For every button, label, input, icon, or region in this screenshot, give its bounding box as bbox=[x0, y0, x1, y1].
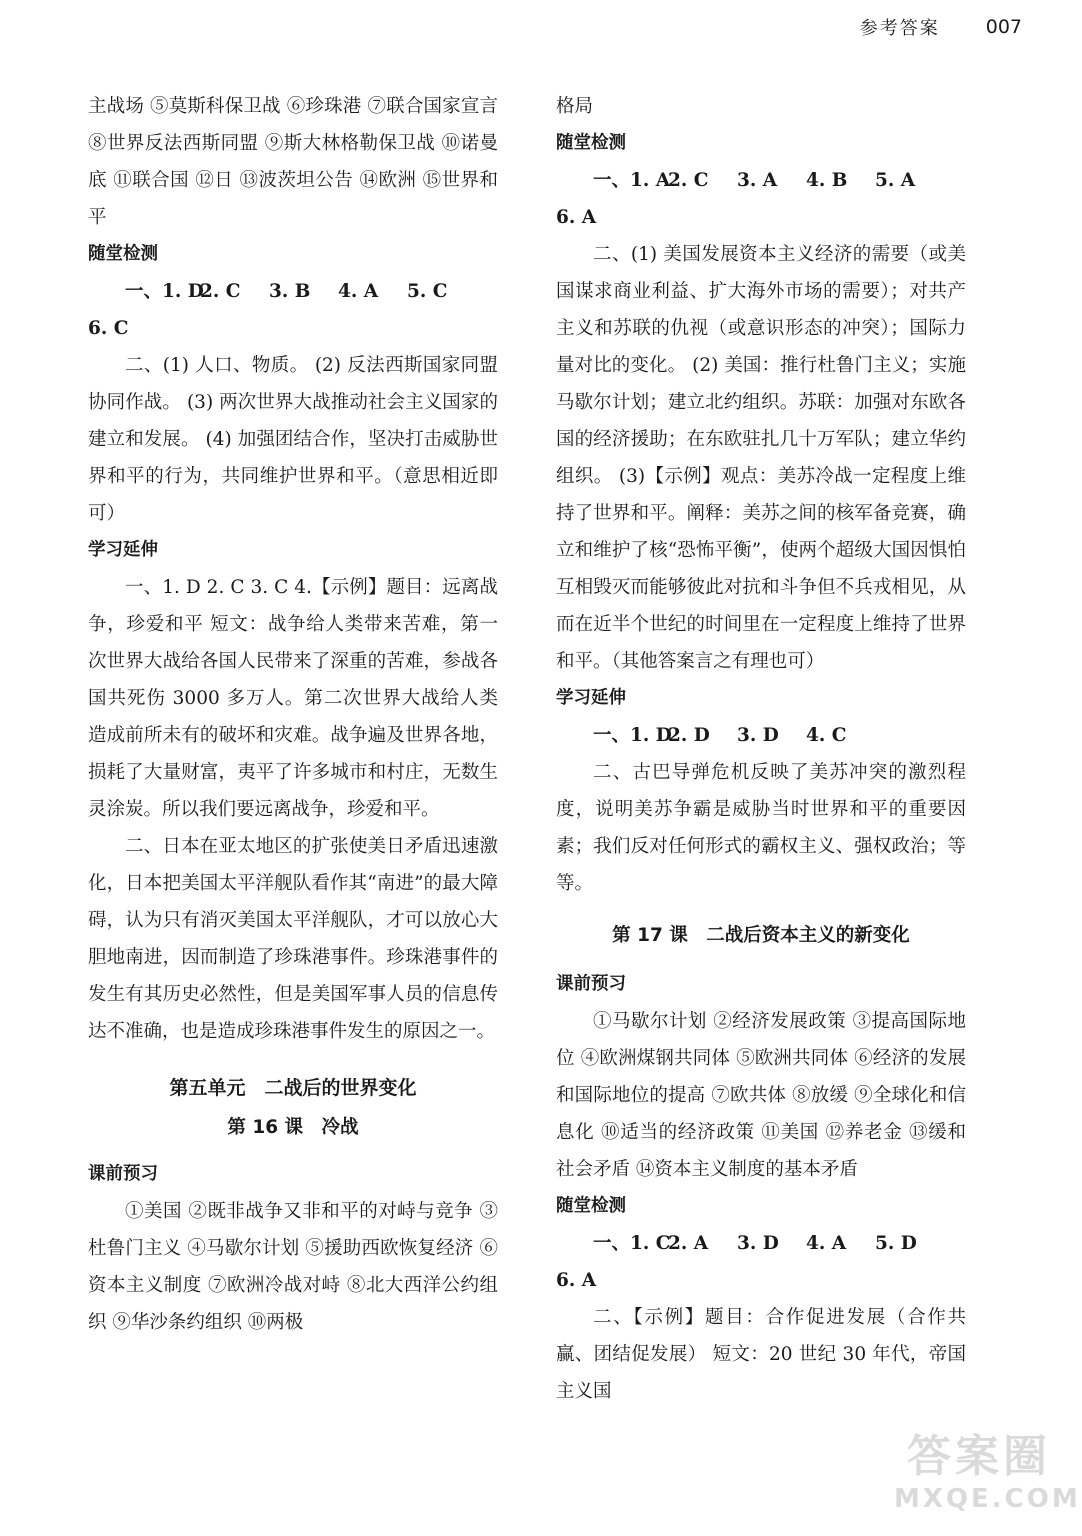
answer-item: 2. D bbox=[668, 725, 710, 746]
watermark-url: MXQE.COM bbox=[894, 1484, 1081, 1514]
watermark-logo bbox=[894, 1430, 1081, 1526]
right-quiz-part2: 二、(1) 美国发展资本主义经济的需要（或美国谋求商业利益、扩大海外市场的需要）；对共产主义和苏联的仇视（或意识形态的冲突）；国际力量对比的变化。 (2) 美国：推行杜鲁门主义；实施马歇尔计划；建立北约组织。苏联：加强对东欧各国的经济援助；在东欧驻扎几十万军队；建立华约组织。 (3)【示例】观点：美苏冷战一定程度上维持了世界和平。阐释：美苏之间的核军备竞赛，确立和维护了核“恐怖平衡”，使两个超级大国因惧怕互相毁灭而能够彼此对抗和斗争但不兵戎相见，从而在近半个世纪的时间里在一定程度上维持了世界和平。（其他答案言之有理也可） bbox=[556, 244, 966, 672]
answer-item: 一、1. D bbox=[125, 281, 204, 302]
right-extension-mc-answers bbox=[556, 717, 966, 754]
right-mc-answer-6-2: 6. A bbox=[556, 1270, 597, 1291]
right-mc-answer-6: 6. A bbox=[556, 207, 597, 228]
left-extension-part1: 一、1. D 2. C 3. C 4.【示例】题目：远离战争，珍爱和平 短文：战争给人类带来苦难，第一次世界大战给各国人民带来了深重的苦难，参战各国共死伤 3000 多万人。第二次世界大战给人类造成前所未有的破坏和灾难。战争遍及世界各地，损耗了大量财富，夷平了许多城市和村庄，无数生灵涂炭。所以我们要远离战争，珍爱和平。 bbox=[88, 577, 498, 820]
answer-item: 2. C bbox=[668, 170, 709, 191]
right-column bbox=[556, 88, 966, 1410]
left-section-heading-quiz: 随堂检测 bbox=[88, 244, 158, 264]
answer-item: 3. D bbox=[737, 725, 779, 746]
left-answer-list: 主战场 ⑤莫斯科保卫战 ⑥珍珠港 ⑦联合国家宣言 ⑧世界反法西斯同盟 ⑨斯大林格勒保卫战 ⑩诺曼底 ⑪联合国 ⑫日 ⑬波茨坦公告 ⑭欧洲 ⑮世界和平 bbox=[88, 96, 498, 228]
page-number: 007 bbox=[985, 16, 1022, 38]
unit-title: 第五单元 二战后的世界变化 bbox=[169, 1077, 417, 1099]
answer-item: 3. D bbox=[737, 1233, 779, 1254]
answer-item: 5. D bbox=[875, 1233, 917, 1254]
right-section-heading-extension: 学习延伸 bbox=[556, 688, 626, 708]
left-preview-list: ①美国 ②既非战争又非和平的对峙与竞争 ③杜鲁门主义 ④马歇尔计划 ⑤援助西欧恢复经济 ⑥资本主义制度 ⑦欧洲冷战对峙 ⑧北大西洋公约组织 ⑨华沙条约组织 ⑩两极 bbox=[88, 1201, 498, 1333]
answer-item: 4. B bbox=[806, 170, 848, 191]
right-continuation: 格局 bbox=[556, 96, 594, 117]
right-preview-list: ①马歇尔计划 ②经济发展政策 ③提高国际地位 ④欧洲煤钢共同体 ⑤欧洲共同体 ⑥经济的发展和国际地位的提高 ⑦欧共体 ⑧放缓 ⑨全球化和信息化 ⑩适当的经济政策 ⑪美国 ⑫养老金 ⑬缓和社会矛盾 ⑭资本主义制度的基本矛盾 bbox=[556, 1011, 966, 1180]
right-section-heading-preview: 课前预习 bbox=[556, 974, 626, 994]
left-mc-answers bbox=[88, 273, 498, 310]
answer-item: 4. A bbox=[806, 1233, 847, 1254]
answer-item: 2. C bbox=[200, 281, 241, 302]
left-quiz-part2: 二、(1) 人口、物质。 (2) 反法西斯国家同盟协同作战。 (3) 两次世界大战推动社会主义国家的建立和发展。 (4) 加强团结合作，坚决打击威胁世界和平的行为，共同维护世界和平。（意思相近即可） bbox=[88, 355, 498, 524]
left-mc-answer-6: 6. C bbox=[88, 318, 129, 339]
right-mc-answers bbox=[556, 162, 966, 199]
left-column bbox=[88, 88, 498, 1341]
answer-item: 5. C bbox=[407, 281, 448, 302]
right-quiz-part2-2: 二、【示例】题目：合作促进发展（合作共赢、团结促发展） 短文：20 世纪 30 年代，帝国主义国 bbox=[556, 1307, 966, 1402]
answer-item: 一、1. C bbox=[593, 1233, 671, 1254]
right-section-heading-quiz: 随堂检测 bbox=[556, 133, 626, 153]
watermark-text: 答案圈 bbox=[907, 1431, 1051, 1482]
left-section-heading-extension: 学习延伸 bbox=[88, 540, 158, 560]
left-section-heading-preview: 课前预习 bbox=[88, 1164, 158, 1184]
right-mc-answers-2 bbox=[556, 1225, 966, 1262]
right-extension-part2: 二、古巴导弹危机反映了美苏冲突的激烈程度，说明美苏争霸是威胁当时世界和平的重要因素；我们反对任何形式的霸权主义、强权政治；等等。 bbox=[556, 762, 966, 894]
answer-item: 4. C bbox=[806, 725, 847, 746]
left-extension-part2: 二、日本在亚太地区的扩张使美日矛盾迅速激化，日本把美国太平洋舰队看作其“南进”的最大障碍，认为只有消灭美国太平洋舰队，才可以放心大胆地南进，因而制造了珍珠港事件。珍珠港事件的发生有其历史必然性，但是美国军事人员的信息传达不准确，也是造成珍珠港事件发生的原因之一。 bbox=[88, 836, 498, 1042]
answer-item: 3. A bbox=[737, 170, 778, 191]
header-title: 参考答案 bbox=[859, 18, 940, 39]
lesson-17-title: 第 17 课 二战后资本主义的新变化 bbox=[612, 925, 910, 946]
lesson-16-title: 第 16 课 冷战 bbox=[227, 1117, 359, 1138]
answer-item: 2. A bbox=[668, 1233, 709, 1254]
answer-item: 一、1. D bbox=[593, 725, 672, 746]
answer-item: 3. B bbox=[269, 281, 311, 302]
answer-item: 5. A bbox=[875, 170, 916, 191]
answer-item: 4. A bbox=[338, 281, 379, 302]
page-header bbox=[860, 14, 1022, 40]
answer-item: 一、1. A bbox=[593, 170, 671, 191]
right-section-heading-quiz-2: 随堂检测 bbox=[556, 1196, 626, 1216]
